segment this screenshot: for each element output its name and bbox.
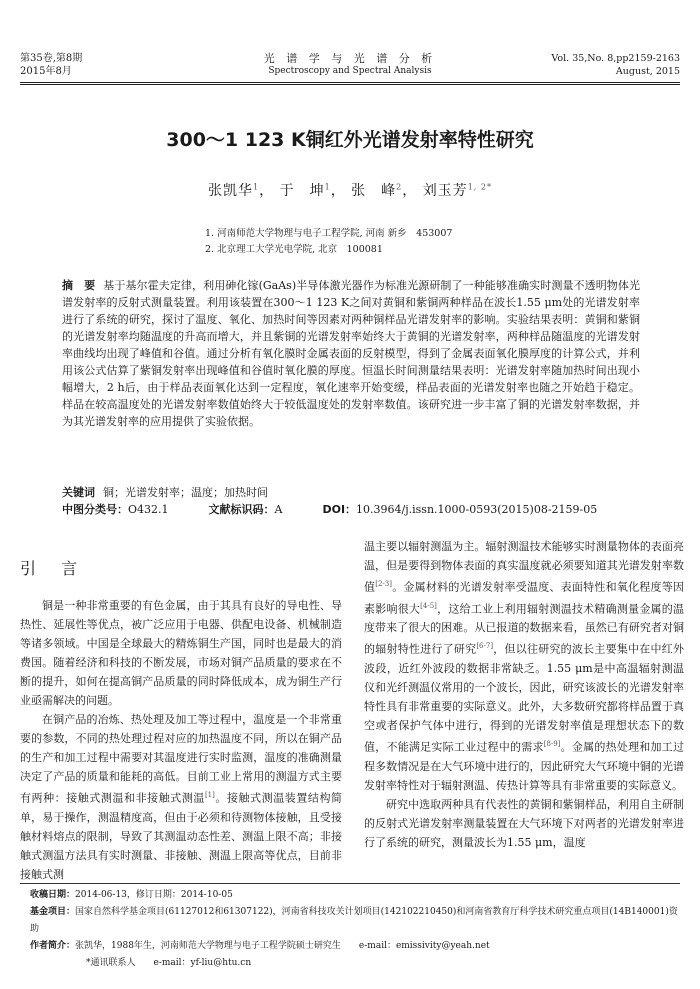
footnote-rule	[20, 883, 680, 884]
doc-code-value: A	[274, 503, 283, 516]
citation: [1]	[204, 791, 215, 799]
abstract-text: 基于基尔霍夫定律，利用砷化镓(GaAs)半导体激光器作为标准光源研制了一种能够准确实时测量不透明物体光谱发射率的反射式测量装置。利用该装置在300～1 123 K之间对黄铜和紫铜两种样品在波长1.55 μm处的光谱发射率进行了系统的研究，探讨了温度、氧化、加热时间等因素对两种铜样品光谱发射率的影响。实验结果表明：黄铜和紫铜的光谱发射率均随温度的升高而增大，并且紫铜的光谱发射率始终大于黄铜的光谱发射率，两种样品随温度的光谱发射率曲线均出现了峰值和谷值。通过分析有氧化膜时金属表面的反射模型，得到了金属表面氧化膜厚度的计算公式，并利用该公式估算了紫铜发射率出现峰值和谷值时氧化膜的厚度。恒温长时间测量结果表明：光谱发射率随加热时间出现小幅增大，2 h后，由于样品表面氧化达到一定程度，氧化速率开始变缓，样品表面的光谱发射率也随之开始趋于稳定。样品在较高温度处的光谱发射率数值始终大于较低温度处的发射率数值。该研究进一步丰富了铜的光谱发射率数据，并为其光谱发射率的应用提供了实验依据。	[62, 279, 640, 428]
header-rule	[20, 82, 680, 83]
doi-value: 10.3964/j.issn.1000-0593(2015)08-2159-05	[356, 503, 598, 516]
corresponding-author: *通讯联系人 e-mail：yf-liu@htu.cn	[86, 958, 252, 968]
date-cn: 2015年8月	[20, 66, 72, 77]
classification-line	[62, 501, 640, 518]
clc-label: 中图分类号：	[62, 503, 128, 516]
paragraph-text: 在铜产品的冶炼、热处理及加工等过程中，温度是一个非常重要的参数，不同的热处理过程对应的加热温度不同，所以在铜产品的生产和加工过程中需要对其温度进行实时监测，温度的准确测量决定了产品的质量和能耗的高低。目前工业上常用的测温方式主要有两种：接触式测温和非接触式测温	[20, 713, 342, 805]
paragraph	[20, 710, 342, 884]
clc-value: O432.1	[128, 503, 169, 516]
author-list: 张凯华$^1$， 于 坤$^1$， 张 峰$^2$， 刘玉芳$^{1, 2*}$	[208, 182, 492, 199]
fund-label: 基金项目：	[30, 907, 76, 917]
abstract-label: 摘 要	[62, 279, 96, 292]
affiliation: 1. 河南师范大学物理与电子工程学院, 河南 新乡 453007	[205, 228, 453, 239]
footnote	[30, 887, 680, 972]
author-name: 张 峰	[351, 183, 397, 199]
volume-en: Vol. 35,No. 8,pp2159-2163	[551, 53, 680, 64]
author-name: 刘玉芳	[422, 183, 468, 199]
date-en: August, 2015	[615, 66, 680, 77]
author-name: 张凯华	[208, 183, 254, 199]
keywords-text: 铜；光谱发射率；温度；加热时间	[103, 486, 268, 499]
keywords	[62, 484, 640, 501]
received-value: 2014-06-13，修订日期：2014-10-05	[75, 890, 233, 900]
affiliation: 2. 北京理工大学光电学院, 北京 100081	[205, 244, 383, 255]
author-bio-label: 作者简介：	[30, 941, 76, 951]
paragraph-text: 温主要以辐射测温为主。辐射测温技术能够实时测量物体的表面亮温，但是要得到物体表面的真实温度就必须要知道其光谱发射率数值	[364, 540, 684, 594]
affiliations	[205, 226, 452, 258]
paper-title: 300～1 123 K铜红外光谱发射率特性研究	[166, 129, 534, 151]
header-left	[20, 52, 82, 78]
received-date	[30, 887, 680, 904]
paragraph	[364, 537, 684, 795]
author-affil-mark: 1, 2*	[467, 182, 492, 192]
paragraph-text: ，这给工业上利用辐射测温技术精确测量金属的温度带来了很大的困难。从已报道的数据来看，虽然已有研究者对铜的辐射特性进行了研究	[364, 602, 685, 656]
citation: [4-5]	[420, 601, 437, 610]
section-heading: 引 言	[20, 559, 88, 578]
left-column	[20, 596, 342, 884]
journal-header	[0, 0, 700, 80]
paragraph-text: 。接触式测温装置结构简单，易于操作，测温精度高，但由于必须和待测物体接触，且受接触材料熔点的限制，导致了其测温动态性差、测温上限不高；非接触式测温方法具有实时测量、非接触、测温上限高等优点，目前非接触式测	[20, 791, 343, 881]
author-bio-value: 张凯华，1988年生，河南师范大学物理与电子工程学院硕士研究生 e-mail：emissivity@yeah.net	[75, 941, 490, 951]
header-rule-2	[20, 84, 680, 85]
fund-info	[30, 904, 680, 938]
received-label: 收稿日期：	[30, 890, 76, 900]
fund-value: 国家自然科学基金项目(61127012和61307122)，河南省科技攻关计划项目(142102210450)和河南省教育厅科学技术研究重点项目(14B140001)资助	[30, 907, 678, 934]
keywords-label: 关键词	[62, 486, 95, 499]
paragraph-text: 。金属的热处理和加工过程多数情况是在大气环境中进行的，因此研究大气环境中铜的光谱发射率特性对于辐射测温、传热计算等具有非常重要的实际意义。	[364, 740, 685, 792]
paragraph: 研究中选取两种具有代表性的黄铜和紫铜样品，利用自主研制的反射式光谱发射率测量装置在大气环境下对两者的光谱发射率进行了系统的研究，测量波长为1.55 μm，温度	[364, 797, 684, 849]
author-bio	[30, 938, 680, 955]
citation: [2-3]	[375, 580, 392, 588]
author-affil-mark: 1	[324, 182, 331, 192]
author-affil-mark: 1	[253, 182, 260, 192]
doi-label: DOI：	[322, 503, 357, 516]
paragraph: 铜是一种非常重要的有色金属，由于其具有良好的导电性、导热性、延展性等优点，被广泛应用于电器、供配电设备、机械制造等诸多领域。中国是全球最大的精炼铜生产国，同时也是最大的消费国。随着经济和科技的不断发展，市场对铜产品质量的要求在不断的提升，如何在提高铜产品质量的同时降低成本，成为铜生产行业亟需解决的问题。	[20, 599, 342, 707]
volume-cn: 第35卷,第8期	[20, 53, 83, 64]
paragraph-text: ，但以往研究的波长主要集中在中红外波段，近红外波段的数据非常缺乏。1.55 μm是中高温辐射测温仪和光纤测温仪常用的一个波长，因此，研究该波长的光谱发射率特性具有非常重要的实际意义。此外，大多数研究都将样品置于真空或者保护气体中进行，得到的光谱发射率值是理想状态下的数值，不能满足实际工业过程中的需求	[364, 642, 685, 754]
right-column	[364, 537, 684, 852]
header-center	[200, 52, 500, 78]
journal-name-en: Spectroscopy and Spectral Analysis	[268, 66, 432, 76]
abstract	[62, 277, 640, 430]
author-name: 于 坤	[279, 183, 325, 199]
citation: [8-9]	[543, 739, 561, 748]
journal-name-cn: 光 谱 学 与 光 谱 分 析	[263, 52, 437, 65]
doc-code-label: 文献标识码：	[208, 503, 275, 516]
citation: [6-7]	[476, 642, 494, 651]
header-right	[551, 52, 680, 78]
author-affil-mark: 2	[396, 182, 403, 192]
paragraph-text: 。金属材料的光谱发射率受温度、表面特性和氧化程度等因素影响很大	[364, 580, 685, 616]
